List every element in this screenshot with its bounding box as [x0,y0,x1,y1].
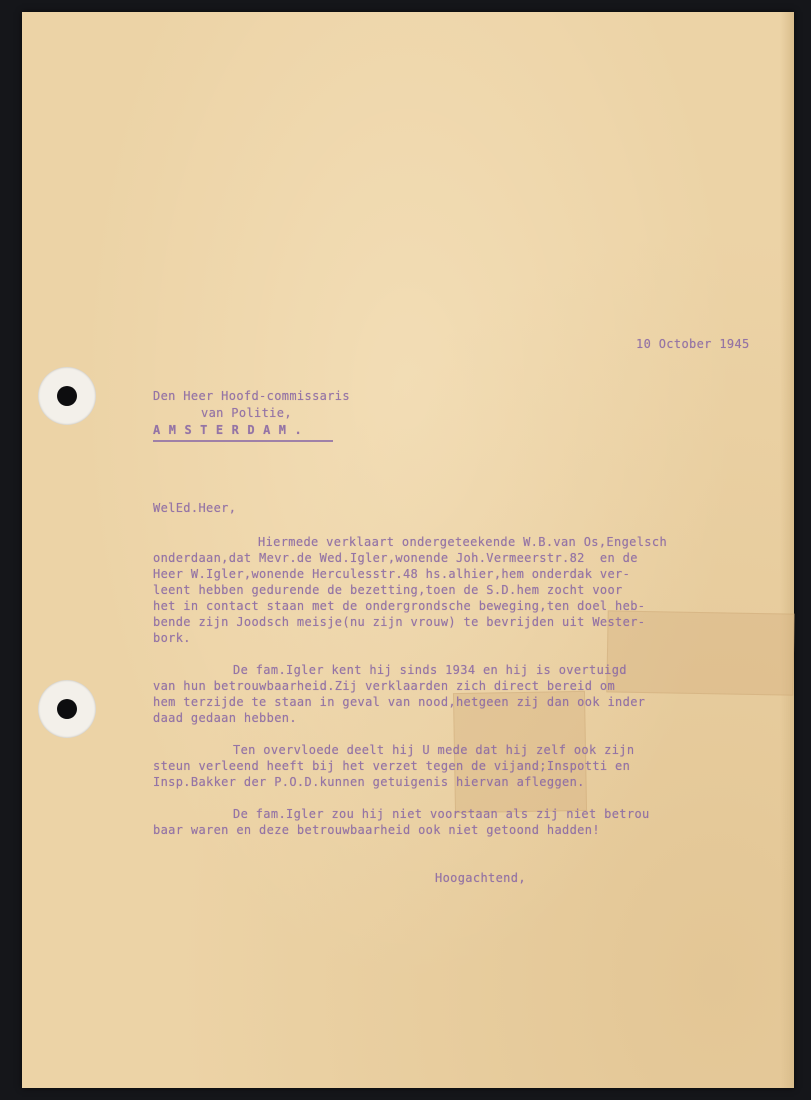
punch-hole-bottom [38,680,96,738]
paragraph-4-line-2: baar waren en deze betrouwbaarheid ook niet getoond hadden! [153,823,600,837]
paragraph-1-line-7: bork. [153,631,191,645]
salutation: WelEd.Heer, [153,501,237,515]
paragraph-1-line-1: Hiermede verklaart ondergeteekende W.B.van Os,Engelsch [258,535,668,549]
paragraph-2-line-2: van hun betrouwbaarheid.Zij verklaarden zich direct bereid om [153,679,616,693]
paragraph-2-line-1: De fam.Igler kent hij sinds 1934 en hij is overtuigd [233,663,627,677]
paragraph-1-line-2: onderdaan,dat Mevr.de Wed.Igler,wonende Joh.Vermeerstr.82 en de [153,551,638,565]
paragraph-1-line-4: leent hebben gedurende de bezetting,toen de S.D.hem zocht voor [153,583,623,597]
paragraph-1-line-5: het in contact staan met de ondergrondsche beweging,ten doel heb- [153,599,646,613]
paragraph-3-line-3: Insp.Bakker der P.O.D.kunnen getuigenis hiervan afleggen. [153,775,585,789]
paragraph-3-line-1: Ten overvloede deelt hij U mede dat hij zelf ook zijn [233,743,635,757]
paragraph-2-line-4: daad gedaan hebben. [153,711,297,725]
paragraph-1-line-3: Heer W.Igler,wonende Herculesstr.48 hs.alhier,hem onderdak ver- [153,567,631,581]
paper-edge [780,12,794,1088]
paragraph-4-line-1: De fam.Igler zou hij niet voorstaan als zij niet betrou [233,807,650,821]
addressee-line-1: Den Heer Hoofd-commissaris [153,389,350,403]
closing: Hoogachtend, [435,871,526,885]
paragraph-3-line-2: steun verleend heeft bij het verzet tegen de vijand;Inspotti en [153,759,631,773]
addressee-line-2: van Politie, [201,406,292,420]
addressee-city: AMSTERDAM. [153,423,311,437]
city-underline [153,440,333,442]
punch-hole-top [38,367,96,425]
paragraph-2-line-3: hem terzijde te staan in geval van nood,hetgeen zij dan ook inder [153,695,646,709]
paragraph-1-line-6: bende zijn Joodsch meisje(nu zijn vrouw) te bevrijden uit Wester- [153,615,646,629]
letter-page [22,12,794,1088]
letter-date: 10 October 1945 [636,337,750,351]
